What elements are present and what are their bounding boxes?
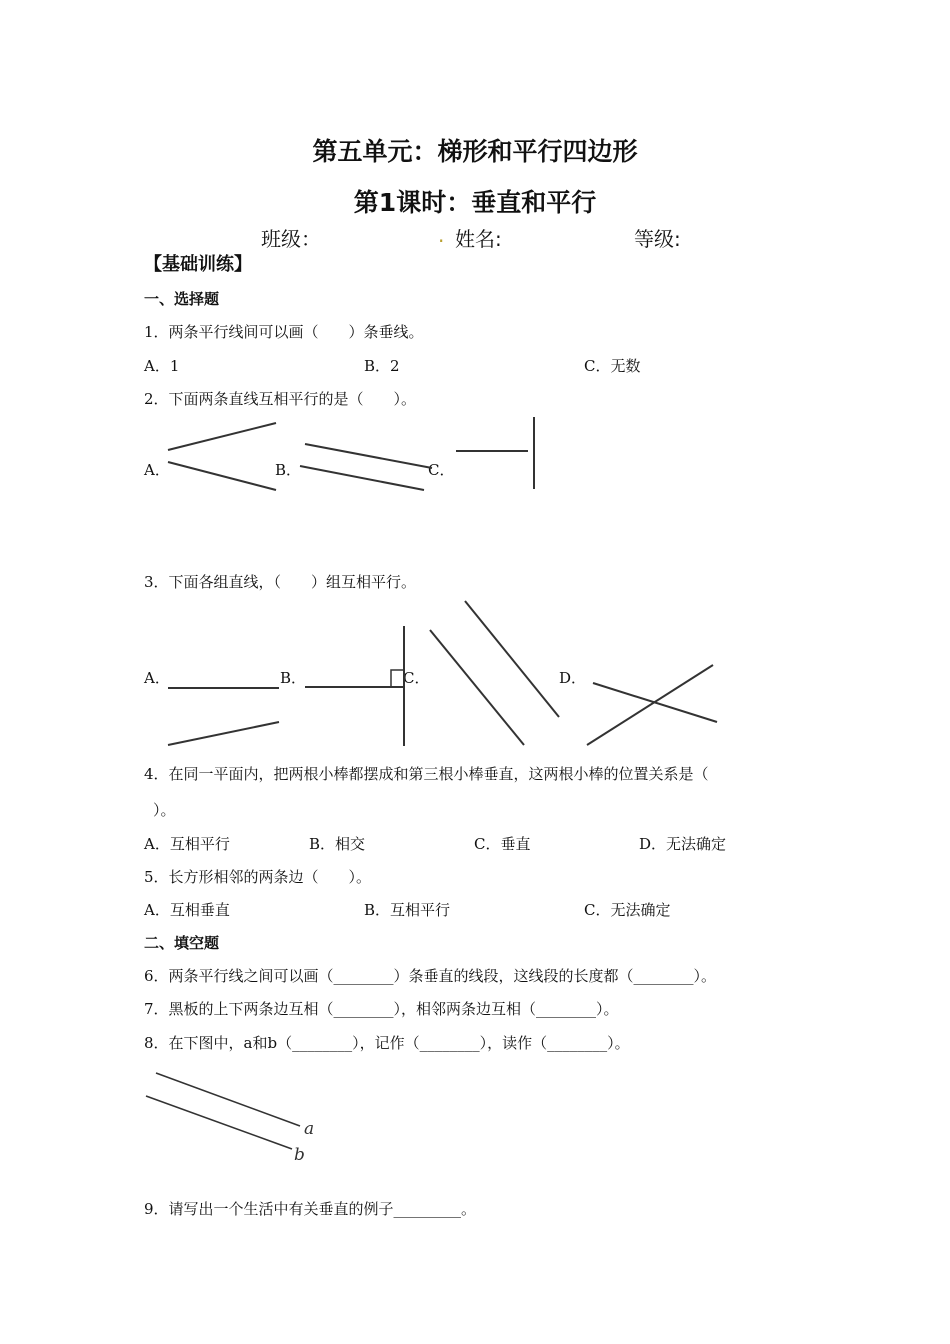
page-title: 第五单元：梯形和平行四边形 — [312, 137, 638, 166]
section-heading: 【基础训练】 — [144, 254, 252, 275]
q8-label-b: b — [294, 1145, 305, 1165]
q5-option-a: A．互相垂直 — [144, 901, 230, 919]
q8-line-a — [156, 1073, 300, 1126]
q4-text-line1: 4．在同一平面内，把两根小棒都摆成和第三根小棒垂直，这两根小棒的位置关系是（ — [144, 765, 709, 783]
q4-option-b: B．相交 — [309, 835, 366, 853]
q8-line-b — [146, 1096, 292, 1149]
q3-option-a: A． — [144, 669, 170, 687]
q6-text: 6．两条平行线之间可以画（________）条垂直的线段，这线段的长度都（________）。 — [144, 967, 717, 985]
q2-option-a: A． — [144, 461, 170, 479]
q4-text-line2: ）。 — [153, 801, 176, 819]
q4-option-a: A．互相平行 — [144, 835, 230, 853]
q3-option-b: B． — [280, 669, 307, 687]
q3-text: 3．下面各组直线，（ ）组互相平行。 — [144, 573, 417, 591]
q2-text: 2．下面两条直线互相平行的是（ ）。 — [144, 390, 417, 408]
q8-text: 8．在下图中，a和b（________），记作（________），读作（________）。 — [144, 1034, 630, 1052]
part1-title: 一、选择题 — [144, 290, 220, 308]
q4-option-c: C．垂直 — [474, 835, 531, 853]
q7-text: 7．黑板的上下两条边互相（________），相邻两条边互相（________）。 — [144, 1000, 619, 1018]
lesson-subtitle: 第1课时：垂直和平行 — [353, 188, 597, 217]
q9-text: 9．请写出一个生活中有关垂直的例子_________。 — [144, 1200, 477, 1218]
class-label: 班级： — [261, 227, 321, 251]
q5-option-c: C．无法确定 — [584, 901, 671, 919]
q3-option-c: C． — [403, 669, 430, 687]
q1-option-c: C．无数 — [584, 357, 641, 375]
q5-option-b: B．互相平行 — [364, 901, 451, 919]
separator-dot: . — [438, 223, 445, 247]
q8-label-a: a — [304, 1119, 315, 1139]
q4-option-d: D．无法确定 — [639, 835, 727, 853]
part2-title: 二、填空题 — [144, 934, 220, 952]
q1-option-b: B．2 — [364, 357, 400, 375]
q2-option-c: C． — [428, 461, 455, 479]
q5-text: 5．长方形相邻的两条边（ ）。 — [144, 868, 372, 886]
q2-option-b: B． — [275, 461, 302, 479]
q1-option-a: A．1 — [144, 357, 180, 375]
name-label: 姓名: — [455, 227, 502, 251]
grade-label: 等级: — [634, 227, 681, 251]
q3-option-d: D． — [559, 669, 587, 687]
q1-text: 1．两条平行线间可以画（ ）条垂线。 — [144, 323, 424, 341]
